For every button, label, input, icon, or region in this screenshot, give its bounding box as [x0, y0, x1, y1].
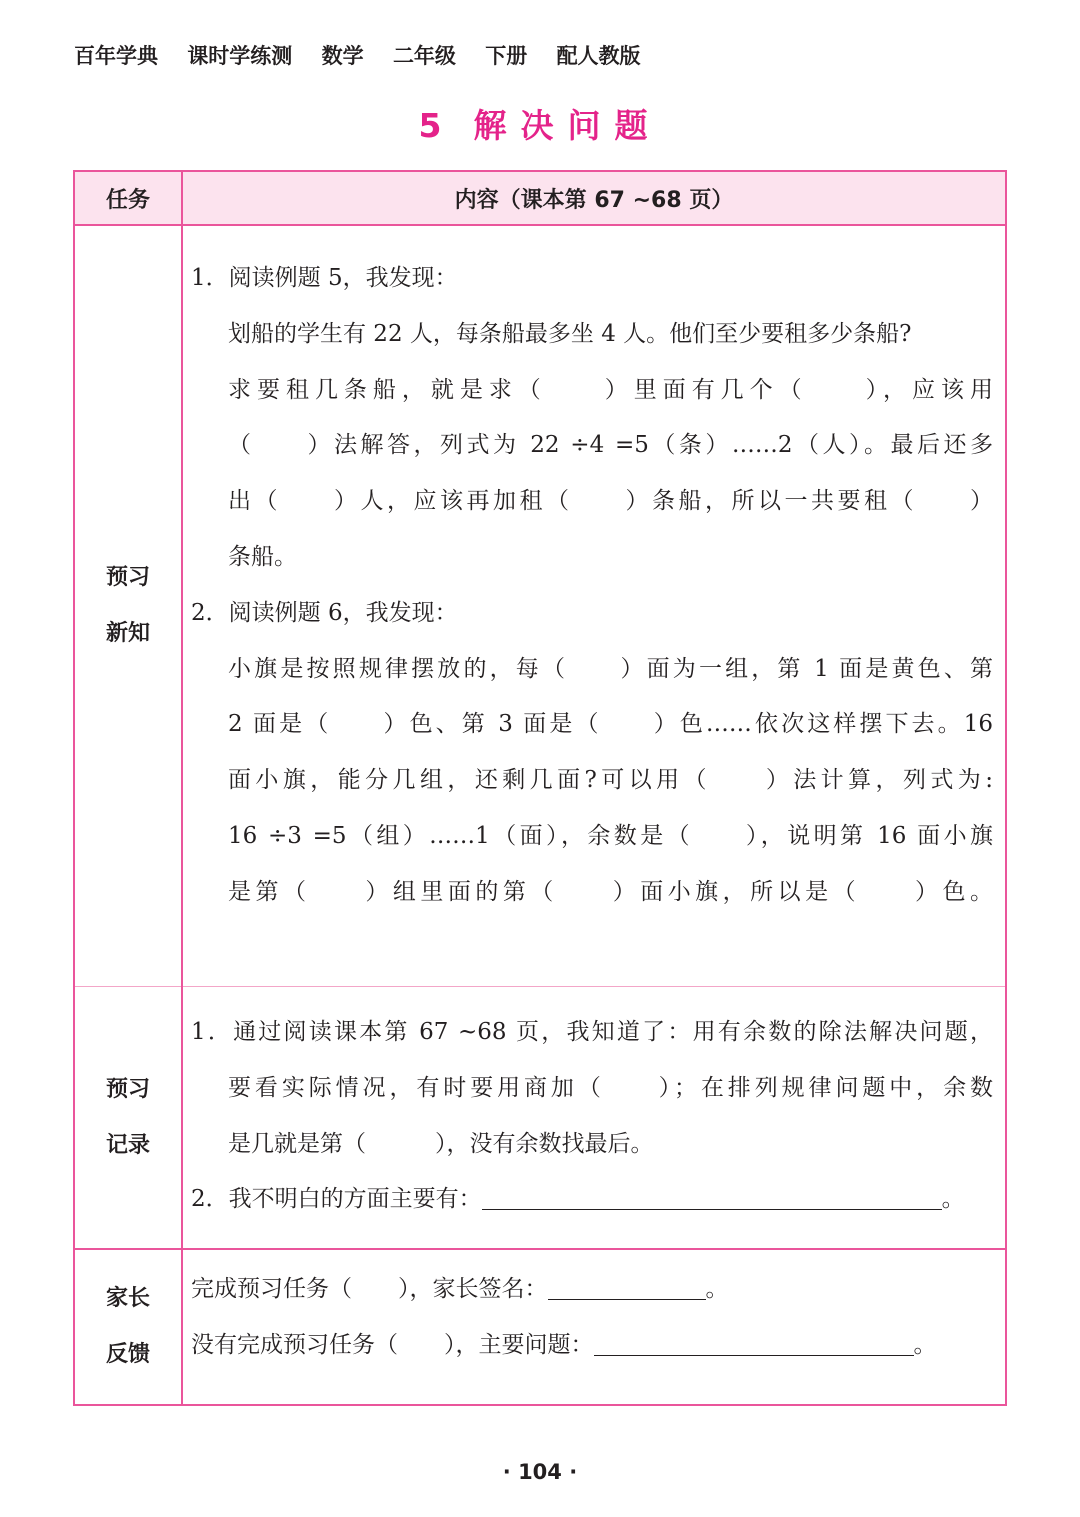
signature-line[interactable]	[548, 1269, 706, 1300]
question-2-line: 是第（ ）组里面的第（ ）面小旗，所以是（ ）色。	[228, 878, 993, 905]
table-header-row	[74, 171, 1006, 225]
question-2-line: 2 面是（ ）色、第 3 面是（ ）色……依次这样摆下去。16	[228, 711, 993, 738]
record-item-1-line: 要看实际情况，有时要用商加（ ）；在排列规律问题中，余数	[228, 1074, 993, 1101]
question-1-heading: 1．阅读例题 5，我发现：	[191, 265, 458, 291]
record-content	[182, 987, 1006, 1250]
record-item-2-text: 2．我不明白的方面主要有：	[191, 1186, 482, 1213]
edition-name: 配人教版	[556, 44, 641, 68]
preview-label-line1: 预习	[105, 565, 150, 590]
parent-item-2	[191, 1318, 993, 1374]
parent-content	[182, 1249, 1006, 1405]
grade-name: 二年级	[392, 44, 456, 68]
question-2-line: 16 ÷3 =5（组）……1（面），余数是（ ），说明第 16 面小旗	[228, 822, 993, 849]
parent-label	[74, 1249, 182, 1405]
record-item-2	[191, 1172, 993, 1228]
problem-blank-line[interactable]	[594, 1325, 914, 1356]
preview-label-line2: 新知	[105, 621, 150, 646]
parent-item-2-text: 没有完成预习任务（ ），主要问题：	[191, 1331, 594, 1358]
record-label-line2: 记录	[105, 1132, 150, 1158]
record-item-1-line: 1．通过阅读课本第 67 ~68 页，我知道了：用有余数的除法解决问题，	[191, 1019, 993, 1045]
preview-content	[182, 225, 1006, 987]
record-item-1-line: 是几就是第（ ），没有余数找最后。	[228, 1130, 654, 1157]
answer-blank-line[interactable]	[482, 1179, 942, 1210]
question-2-line: 面小旗，能分几组，还剩几面?可以用（ ）法计算，列式为:	[228, 767, 993, 794]
question-1-line: 求要租几条船，就是求（ ）里面有几个（ ），应该用	[228, 376, 993, 403]
book-header	[74, 40, 663, 70]
parent-label-line2: 反馈	[105, 1342, 150, 1367]
question-2-line: 小旗是按照规律摆放的，每（ ）面为一组，第 1 面是黄色、第	[228, 655, 993, 682]
series-name: 百年学典	[74, 44, 158, 68]
page-number: · 104 ·	[502, 1460, 578, 1484]
question-2-heading: 2．阅读例题 6，我发现：	[191, 599, 458, 626]
lesson-title-text: 解决问题	[473, 106, 662, 145]
lesson-number: 5	[418, 106, 456, 145]
record-label-line1: 预习	[105, 1076, 150, 1102]
record-section	[74, 987, 1006, 1250]
preview-section	[74, 225, 1006, 987]
lesson-title	[0, 100, 1080, 147]
question-1-line: 划船的学生有 22 人，每条船最多坐 4 人。他们至少要租多少条船?	[228, 320, 912, 347]
record-label	[74, 987, 182, 1250]
column-header-task: 任务	[74, 171, 182, 225]
column-header-content: 内容（课本第 67 ~68 页）	[182, 171, 1006, 225]
record-item-2-end: 。	[941, 1186, 965, 1213]
parent-section	[74, 1249, 1006, 1405]
parent-label-line1: 家长	[105, 1286, 150, 1311]
preview-table	[73, 170, 1007, 1406]
book-name: 课时学练测	[187, 44, 293, 68]
parent-item-2-end: 。	[913, 1331, 937, 1358]
question-1-line: （ ）法解答，列式为 22 ÷4 =5（条）……2（人）。最后还多	[228, 432, 993, 459]
parent-item-1-text: 完成预习任务（ ），家长签名：	[191, 1276, 548, 1302]
question-1-line: 条船。	[228, 543, 297, 570]
subject-name: 数学	[321, 44, 364, 68]
parent-item-1-end: 。	[705, 1276, 729, 1302]
preview-label	[74, 225, 182, 987]
question-1-line: 出（ ）人，应该再加租（ ）条船，所以一共要租（ ）	[228, 488, 993, 515]
volume-name: 下册	[485, 44, 528, 68]
parent-item-1	[191, 1262, 993, 1318]
